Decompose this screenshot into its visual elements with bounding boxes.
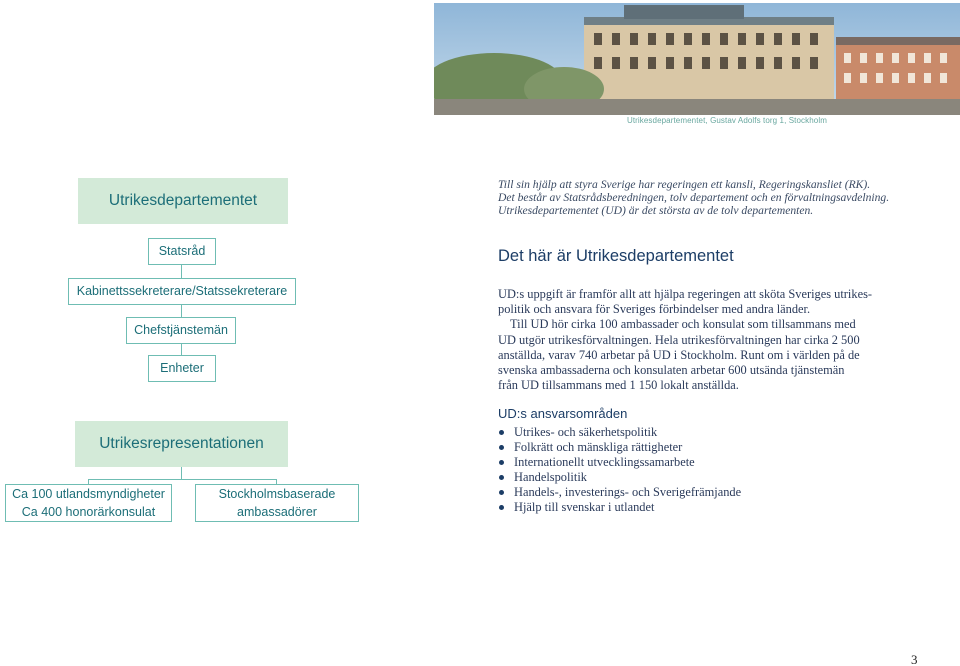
building-photo [434,3,960,115]
list-item [498,485,741,500]
bullet-icon [499,475,504,480]
org-representation-title: Utrikesrepresentationen [75,421,288,467]
body-paragraph [498,287,898,317]
org-box-utlandsmyndigheter [5,484,172,522]
org-box-kabinett: Kabinettssekreterare/Statssekreterare [68,278,296,305]
org-box-line: ambassadörer [237,505,317,519]
list-item [498,425,741,440]
intro-line: Utrikesdepartementet (UD) är det största av de tolv departementen. [498,204,814,217]
intro-text [498,178,898,217]
body-line: politik och ansvara för Sveriges förbindelser med andra länder. [498,302,811,317]
connector-line [181,305,182,317]
bullet-icon [499,430,504,435]
bullet-icon [499,490,504,495]
body-line: anställda, varav 740 arbetar på UD i Stockholm. Runt om i världen på de [498,347,860,362]
connector-line [88,479,276,480]
org-box-enheter: Enheter [148,355,216,382]
body-paragraph [498,317,898,393]
page-number: 3 [911,652,918,666]
body-line: Till UD hör cirka 100 ambassader och konsulat som tillsammans med [510,317,856,332]
building-illustration [434,3,960,115]
bullet-icon [499,445,504,450]
list-item [498,470,741,485]
org-box-chefstjansteman: Chefstjänstemän [126,317,236,344]
bullet-icon [499,505,504,510]
intro-line: Till sin hjälp att styra Sverige har regeringen ett kansli, Regeringskansliet (RK). [498,178,871,191]
body-text [498,287,898,393]
list-item-label: Handelspolitik [514,470,587,485]
list-item-label: Hjälp till svenskar i utlandet [514,500,655,515]
bullet-icon [499,460,504,465]
body-line: svenska ambassaderna och konsulaten arbetar 600 utsända tjänstemän [498,363,845,378]
org-box-line: Stockholmsbaserade [218,486,336,501]
list-item [498,455,741,470]
list-item [498,500,741,515]
org-top-title: Utrikesdepartementet [78,178,288,224]
connector-line [181,265,182,278]
body-line: UD utgör utrikesförvaltningen. Hela utrikesförvaltningen har cirka 2 500 [498,332,860,347]
body-line: från UD tillsammans med 1 150 lokalt anställda. [498,378,739,393]
list-item-label: Internationellt utvecklingssamarbete [514,455,695,470]
org-box-line: Ca 100 utlandsmyndigheter [12,486,165,501]
org-box-line: Ca 400 honorärkonsulat [21,505,156,519]
body-line: UD:s uppgift är framför allt att hjälpa regeringen att sköta Sveriges utrikes- [498,287,873,301]
list-item-label: Handels-, investerings- och Sverigefrämjande [514,485,742,500]
photo-caption: Utrikesdepartementet, Gustav Adolfs torg 1, Stockholm [626,116,827,125]
org-box-ambassadorer [195,484,359,522]
list-item [498,440,741,455]
responsibilities-list [498,425,741,516]
connector-line [181,344,182,355]
list-item-label: Utrikes- och säkerhetspolitik [514,425,658,439]
intro-line: Det består av Statsrådsberedningen, tolv departement och en förvaltningsavdelning. [498,191,890,204]
connector-line [181,467,182,479]
section-heading: Det här är Utrikesdepartementet [498,247,734,265]
org-box-statsrad: Statsråd [148,238,216,265]
list-item-label: Folkrätt och mänskliga rättigheter [514,440,683,455]
responsibilities-heading: UD:s ansvarsområden [498,406,628,421]
